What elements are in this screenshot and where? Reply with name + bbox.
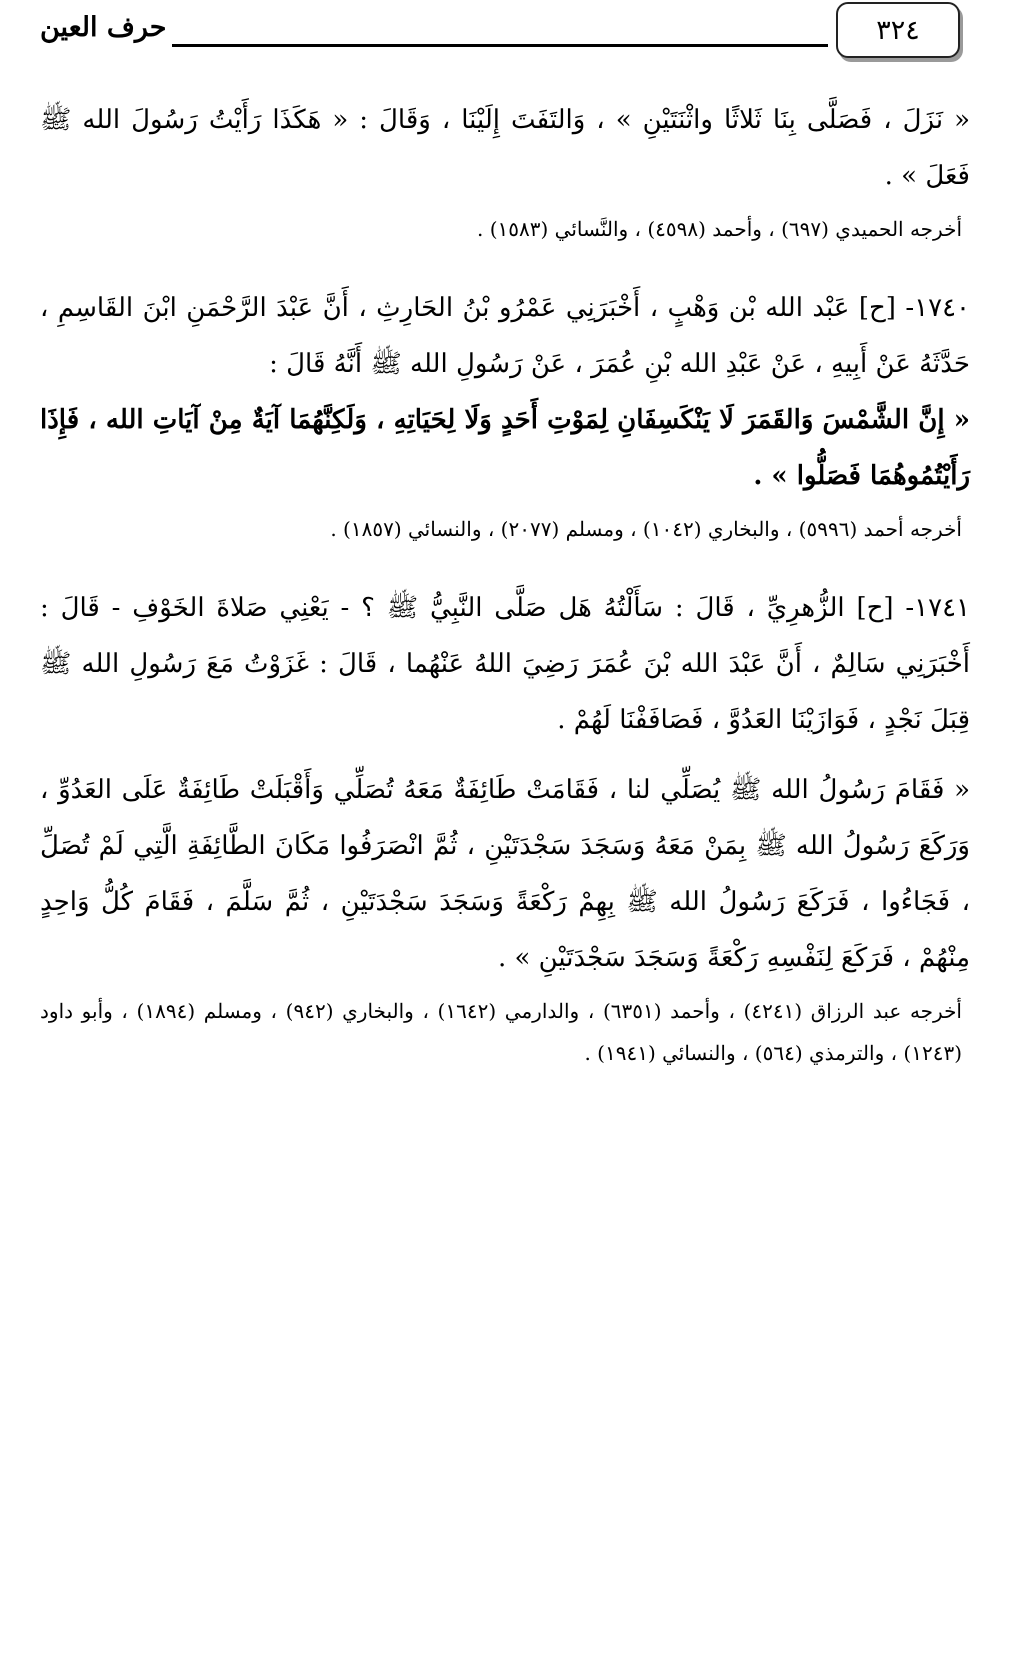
page-content [40,92,970,1074]
hadith-continuation: « نَزَلَ ، فَصَلَّى بِنَا ثَلاثًا واثْنَتَيْنِ » ، وَالتَفَتَ إِلَيْنَا ، وَقَالَ : « هَكَذَا رَأَيْتُ رَسُولَ الله ﷺ فَعَلَ » . [40,105,970,191]
chapter-title: حرف العين [40,12,167,43]
hadith-1740-reference: أخرجه أحمد (٥٩٩٦) ، والبخاري (١٠٤٢) ، ومسلم (٢٠٧٧) ، والنسائي (١٨٥٧) . [330,517,962,541]
hadith-1741-chain: ١٧٤١- [ح] الزُّهرِيِّ ، قَالَ : سَأَلْتُهُ هَل صَلَّى النَّبِيُّ ﷺ ؟ - يَعْنِي صَلاةَ الخَوْفِ - قَالَ : أَخْبَرَنِي سَالِمٌ ، أَنَّ عَبْدَ الله بْنَ عُمَرَ رَضِيَ اللهُ عَنْهُما ، قَالَ : غَزَوْتُ مَعَ رَسُولِ الله ﷺ قِبَلَ نَجْدٍ ، فَوَازَيْنَا العَدُوَّ ، فَصَافَفْنَا لَهُمْ . [40,593,970,735]
hadith-1740-chain: ١٧٤٠- [ح] عَبْد الله بْن وَهْبٍ ، أَخْبَرَنِي عَمْرُو بْنُ الحَارِثِ ، أَنَّ عَبْدَ الرَّحْمَنِ ابْنَ القَاسِمِ ، حَدَّثَهُ عَنْ أَبِيهِ ، عَنْ عَبْدِ الله بْنِ عُمَرَ ، عَنْ رَسُولِ الله ﷺ أَنَّهُ قَالَ : [40,293,970,379]
page-number: ٣٢٤ [876,14,920,46]
page-number-badge [836,2,960,58]
header-rule [172,44,828,47]
hadith-reference: أخرجه الحميدي (٦٩٧) ، وأحمد (٤٥٩٨) ، والنَّسائي (١٥٨٣) . [476,217,962,241]
hadith-1741-text: « فَقَامَ رَسُولُ الله ﷺ يُصَلِّي لنا ، فَقَامَتْ طَائِفَةٌ مَعَهُ تُصَلِّي وَأَقْبَلَتْ طَائِفَةٌ عَلَى العَدُوِّ ، وَرَكَعَ رَسُولُ الله ﷺ بِمَنْ مَعَهُ وَسَجَدَ سَجْدَتَيْنِ ، ثُمَّ انْصَرَفُوا مَكَانَ الطَّائِفَةِ الَّتِي لَمْ تُصَلِّ ، فَجَاءُوا ، فَرَكَعَ رَسُولُ الله ﷺ بِهِمْ رَكْعَةً وَسَجَدَ سَجْدَتَيْنِ ، ثُمَّ سَلَّمَ ، فَقَامَ كُلُّ وَاحِدٍ مِنْهُمْ ، فَرَكَعَ لِنَفْسِهِ رَكْعَةً وَسَجَدَ سَجْدَتَيْنِ » . [40,775,970,973]
hadith-1740-text: « إِنَّ الشَّمْسَ وَالقَمَرَ لَا يَنْكَسِفَانِ لِمَوْتِ أَحَدٍ وَلَا لِحَيَاتِهِ ، وَلَكِنَّهُمَا آيَةٌ مِنْ آيَاتِ الله ، فَإِذَا رَأَيْتُمُوهُمَا فَصَلُّوا » . [40,405,970,491]
hadith-1741-reference: أخرجه عبد الرزاق (٤٢٤١) ، وأحمد (٦٣٥١) ، والدارمي (١٦٤٢) ، والبخاري (٩٤٢) ، ومسلم (١٨٩٤) ، وأبو داود (١٢٤٣) ، والترمذي (٥٦٤) ، والنسائي (١٩٤١) . [40,999,962,1065]
